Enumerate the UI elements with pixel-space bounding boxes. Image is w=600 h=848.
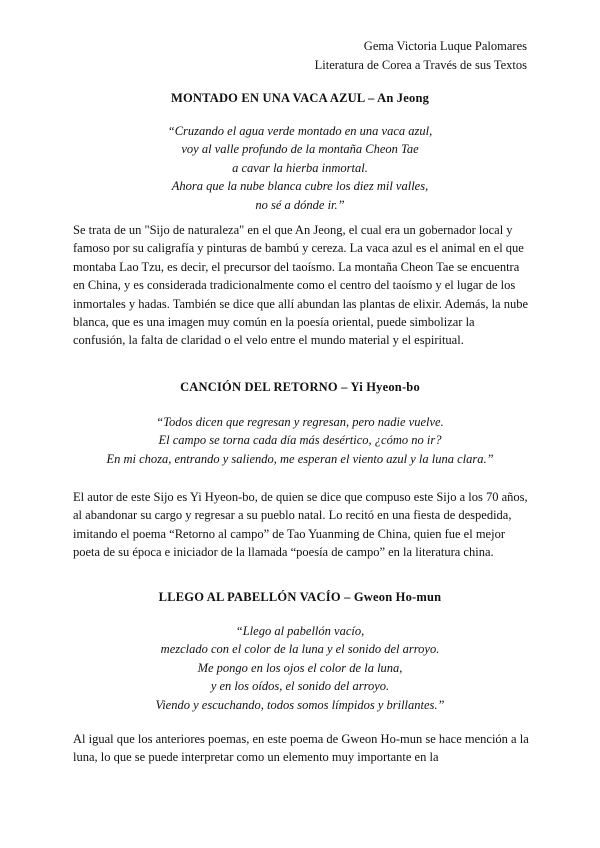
section-title: CANCIÓN DEL RETORNO – Yi Hyeon-bo	[180, 380, 420, 394]
paragraph: Al igual que los anteriores poemas, en este poema de Gweon Ho-mun se hace mención a la luna, lo que se puede interpretar como un elemento muy importante en la	[73, 732, 529, 765]
header-course: Literatura de Corea a Través de sus Textos	[314, 58, 527, 72]
poem-line: En mi choza, entrando y saliendo, me esperan el viento azul y la luna clara.”	[106, 451, 494, 466]
poem-line: “Llego al pabellón vacío,	[235, 624, 365, 638]
poem-line: no sé a dónde ir.”	[255, 197, 345, 212]
poem-line: Me pongo en los ojos el color de la luna,	[197, 660, 403, 675]
paragraph: Se trata de un "Sijo de naturaleza" en el que An Jeong, el cual era un gobernador local y famoso por su caligrafía y pinturas de bambú y cereza. La vaca azul es el animal en el que montaba Lao Tzu, es decir, el precursor del taoísmo. La montaña Cheon Tae se encuentra en China, y es considerada tradicionalmente como el centro del taoísmo y el lugar de los inmortales y hadas. También se dice que allí abundan las plantas de elixir. Además, la nube blanca, que es una imagen muy común en la poesía oriental, puede simbolizar la confusión, la falta de claridad o el velo entre el mundo material y el espiritual.	[73, 223, 529, 348]
poem	[0, 622, 600, 714]
poem-line: y en los oídos, el sonido del arroyo.	[210, 679, 390, 694]
poem-line: mezclado con el color de la luna y el sonido del arroyo.	[160, 642, 440, 657]
poem-line: “Todos dicen que regresan y regresan, pero nadie vuelve.	[156, 415, 444, 429]
poem	[0, 413, 600, 468]
paragraph: El autor de este Sijo es Yi Hyeon-bo, de quien se dice que compuso este Sijo a los 70 años, al abandonar su cargo y regresar a su pueblo natal. Lo recitó en una fiesta de despedida, imitando el poema “Retorno al campo” de Tao Yuanming de China, quien fue el mejor poeta de su época e iniciador de la llamada “poesía de campo” en la literatura china.	[73, 490, 528, 560]
poem-line: a cavar la hierba inmortal.	[232, 160, 368, 175]
section-title: MONTADO EN UNA VACA AZUL – An Jeong	[170, 91, 430, 105]
poem-line: “Cruzando el agua verde montado en una vaca azul,	[167, 124, 433, 138]
poem-line: El campo se torna cada día más desértico, ¿cómo no ir?	[158, 433, 442, 448]
section-title: LLEGO AL PABELLÓN VACÍO – Gweon Ho-mun	[158, 590, 442, 604]
poem-line: Viendo y escuchando, todos somos límpidos y brillantes.”	[155, 697, 445, 712]
poem	[0, 122, 600, 214]
header-author: Gema Victoria Luque Palomares	[363, 39, 527, 53]
page-header	[315, 37, 527, 75]
poem-line: Ahora que la nube blanca cubre los diez mil valles,	[171, 179, 429, 194]
poem-line: voy al valle profundo de la montaña Cheon Tae	[181, 142, 419, 157]
